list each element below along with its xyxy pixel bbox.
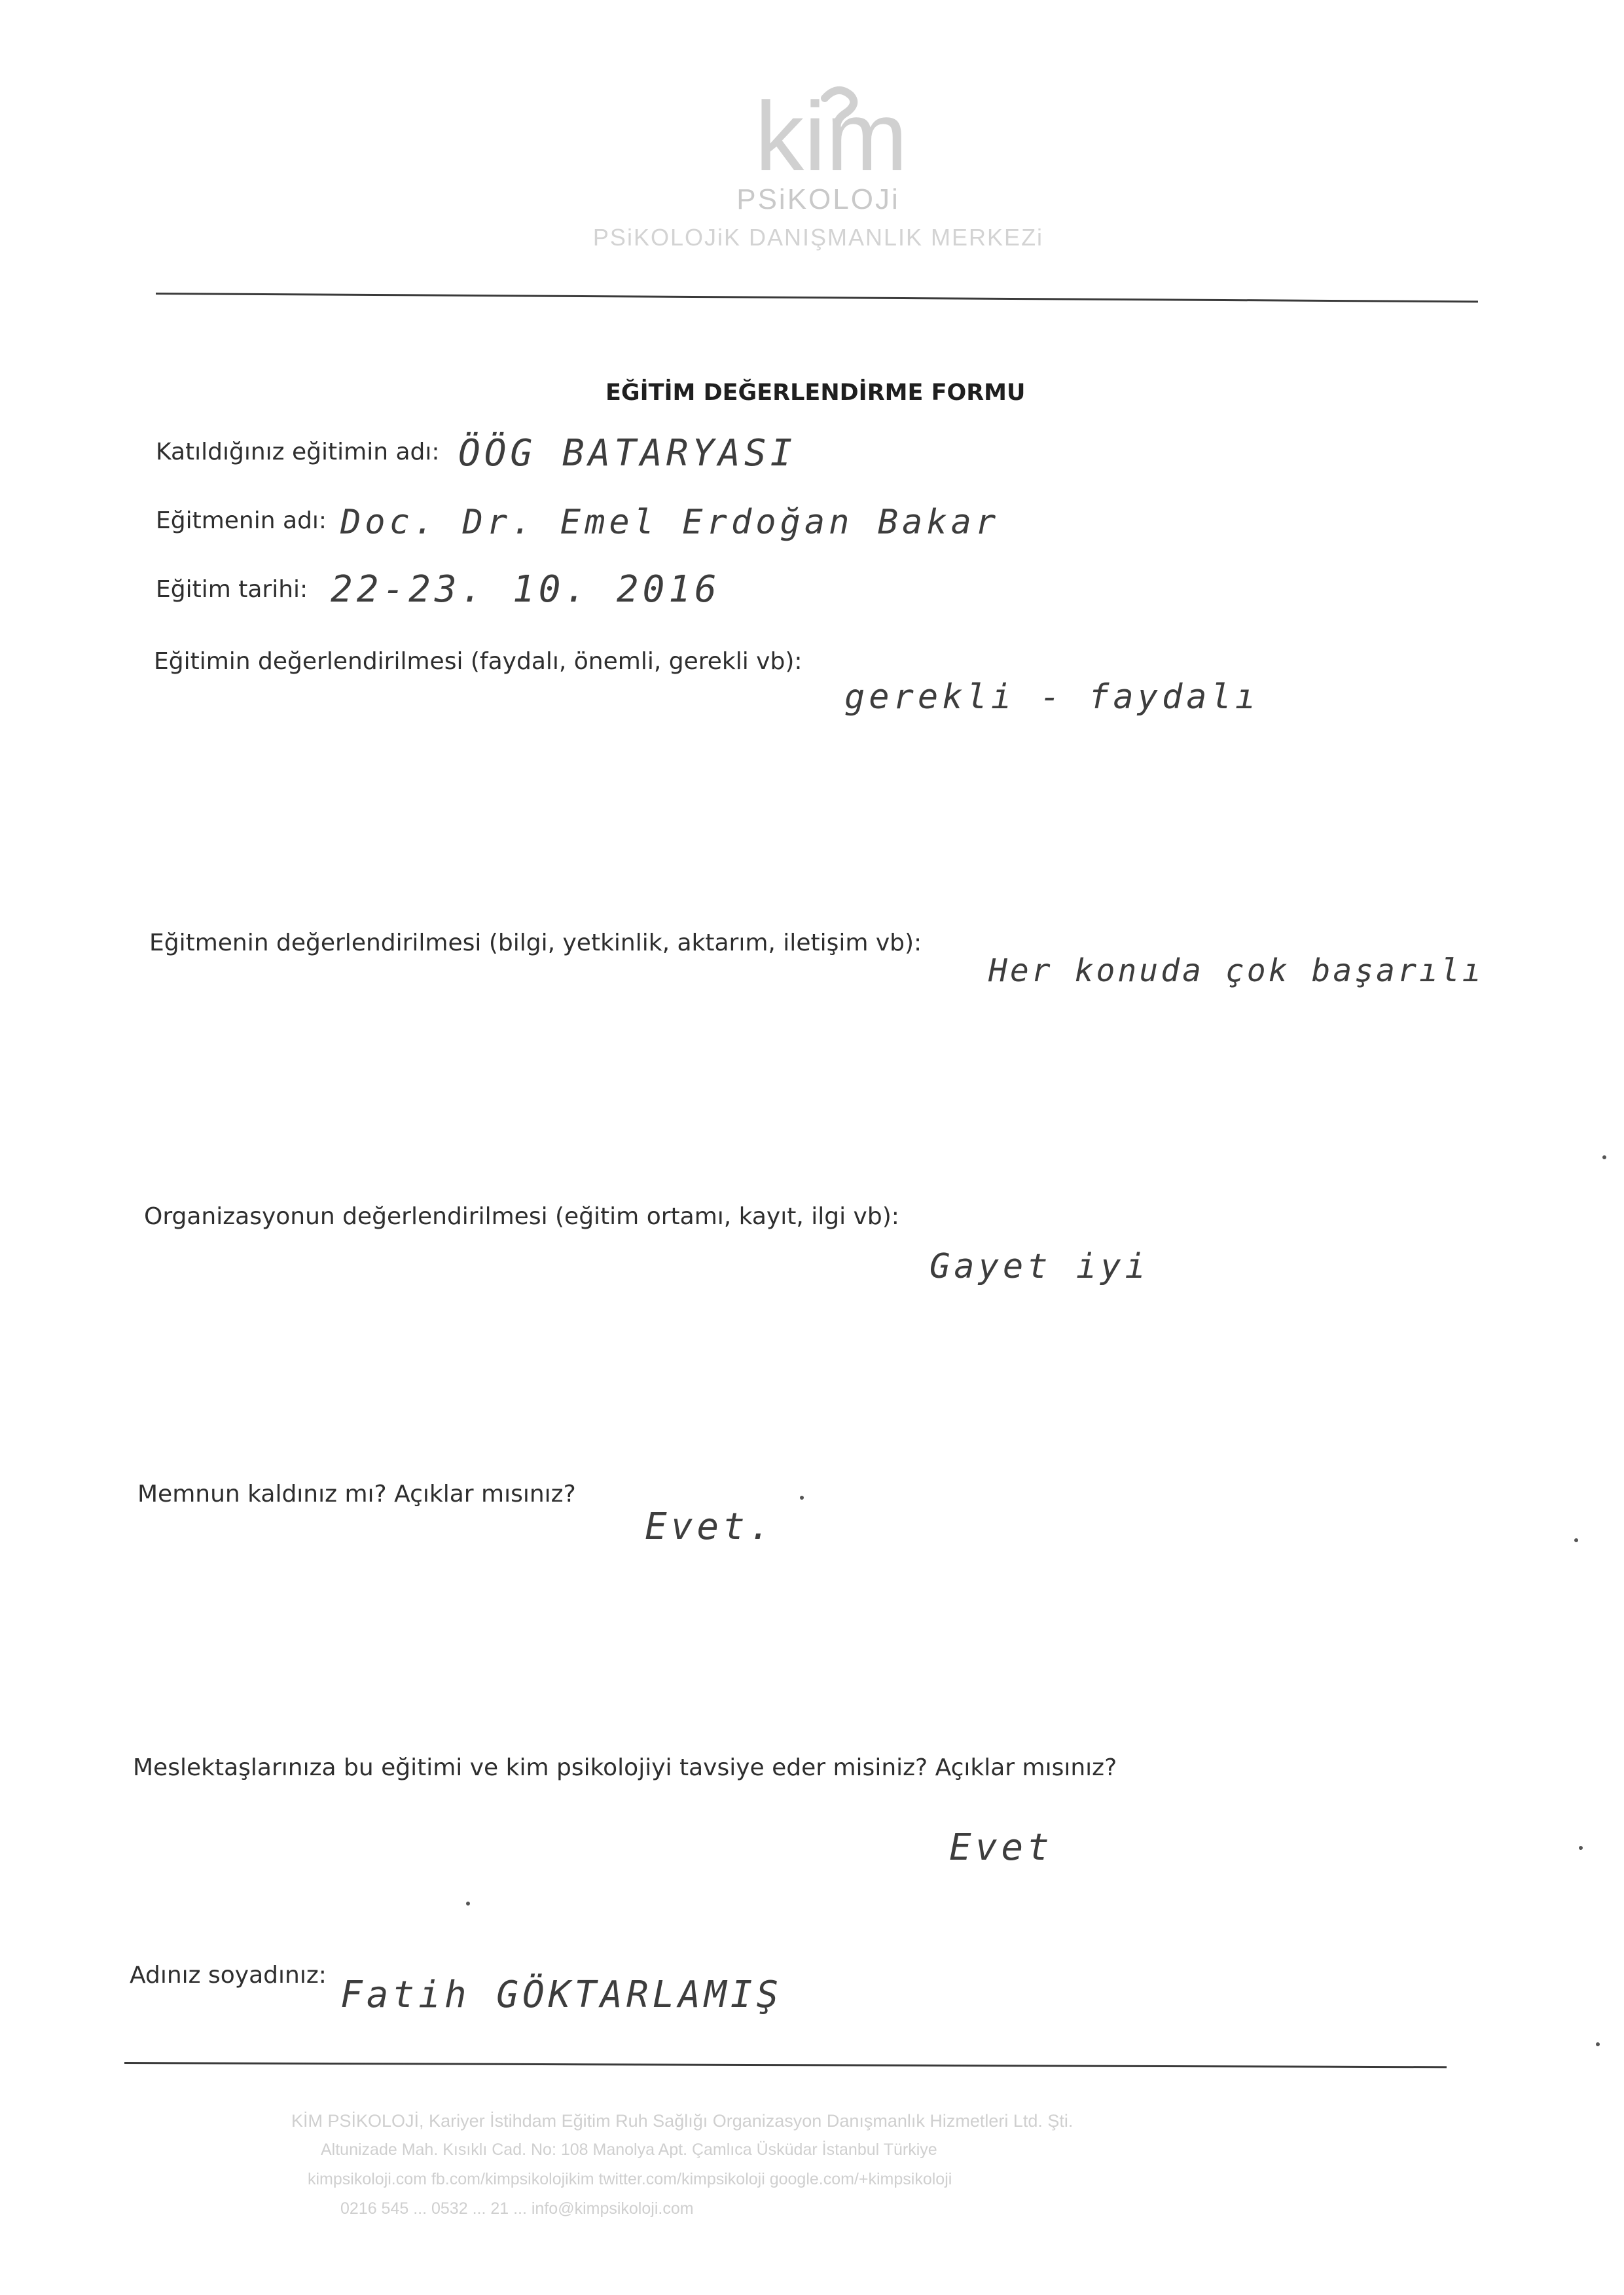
logo-brand: PSiKOLOJi: [736, 183, 900, 215]
scan-speck: [1602, 1155, 1606, 1159]
answer-full-name: Fatih GÖKTARLAMIŞ: [340, 1974, 783, 2016]
kim-logo-icon: [733, 85, 929, 196]
field-label-trainer-evaluation: Eğitmenin değerlendirilmesi (bilgi, yetkinlik, aktarım, iletişim vb):: [149, 930, 922, 956]
footer-company: KİM PSİKOLOJİ, Kariyer İstihdam Eğitim Ruh Sağlığı Organizasyon Danışmanlık Hizmetleri Ltd. Şti.: [291, 2111, 1074, 2131]
field-label-training-date: Eğitim tarihi:: [156, 576, 308, 603]
form-title: EĞİTİM DEĞERLENDİRME FORMU: [605, 380, 1026, 406]
answer-organization-evaluation: Gayet iyi: [929, 1247, 1149, 1286]
field-label-training-name: Katıldığınız eğitimin adı:: [156, 439, 440, 465]
scan-speck: [1596, 2042, 1600, 2046]
logo-wordmark: kim: [755, 85, 908, 191]
field-label-trainer-name: Eğitmenin adı:: [156, 507, 327, 534]
scan-speck: [466, 1902, 470, 1906]
field-label-training-evaluation: Eğitimin değerlendirilmesi (faydalı, önemli, gerekli vb):: [154, 648, 803, 675]
answer-satisfaction: Evet.: [645, 1506, 775, 1548]
answer-training-name: ÖÖG BATARYASI: [458, 432, 797, 475]
footer-divider: [124, 2062, 1447, 2068]
scan-speck: [1579, 1846, 1583, 1850]
header-divider: [156, 293, 1478, 302]
answer-trainer-name: Doc. Dr. Emel Erdoğan Bakar: [340, 503, 1000, 542]
field-label-satisfaction: Memnun kaldınız mı? Açıklar mısınız?: [137, 1481, 576, 1508]
answer-recommendation: Evet: [949, 1826, 1053, 1869]
field-label-full-name: Adınız soyadınız:: [130, 1962, 327, 1989]
field-label-organization-evaluation: Organizasyonun değerlendirilmesi (eğitim ortamı, kayıt, ilgi vb):: [144, 1203, 899, 1230]
footer-social: kimpsikoloji.com fb.com/kimpsikolojikim twitter.com/kimpsikoloji google.com/+kimpsikoloji: [308, 2170, 952, 2188]
footer-contact: 0216 545 ... 0532 ... 21 ... info@kimpsikoloji.com: [340, 2199, 694, 2218]
logo-subtitle: PSiKOLOJiK DANIŞMANLIK MERKEZi: [592, 224, 1044, 251]
scan-speck: [1574, 1538, 1578, 1542]
answer-trainer-evaluation: Her konuda çok başarılı: [988, 952, 1484, 989]
footer-address: Altunizade Mah. Kısıklı Cad. No: 108 Manolya Apt. Çamlıca Üsküdar İstanbul Türkiye: [321, 2141, 937, 2159]
field-label-recommendation: Meslektaşlarınıza bu eğitimi ve kim psikolojiyi tavsiye eder misiniz? Açıklar mısınız?: [133, 1754, 1117, 1781]
answer-training-evaluation: gerekli - faydalı: [844, 678, 1260, 717]
scan-speck: [800, 1496, 804, 1500]
answer-training-date: 22-23. 10. 2016: [331, 568, 721, 611]
